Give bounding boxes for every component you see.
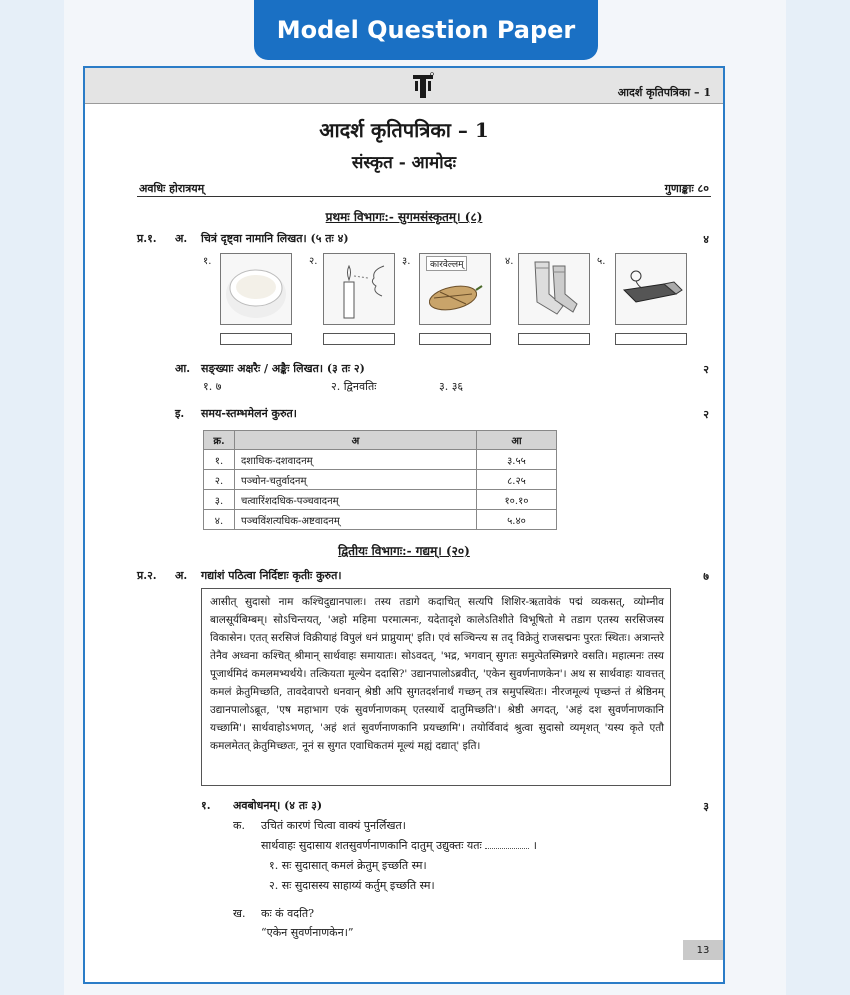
item-instruction: उचितं कारणं चित्वा वाक्यं पुनर्लिखत। — [261, 819, 406, 832]
question-marks: ३ — [703, 800, 709, 813]
table-cell: ३. — [204, 490, 235, 510]
question-marks: ७ — [703, 570, 709, 583]
question-label: इ. — [175, 407, 185, 420]
table-row — [204, 470, 557, 490]
question-label: अ. — [175, 232, 188, 245]
total-marks: गुणाङ्काः ८० — [664, 182, 709, 195]
fill-in-statement: सार्थवाहः सुदासाय शतसुवर्णनाणकानि दातुम् उद्युक्तः यतः । — [261, 839, 537, 852]
pen-drive-image — [615, 253, 687, 325]
answer-blank[interactable] — [518, 333, 590, 345]
question-label: अ. — [175, 569, 188, 582]
rice-bowl-image — [220, 253, 292, 325]
answer-blank[interactable] — [220, 333, 292, 345]
candle-image — [323, 253, 395, 325]
paper-title: आदर्श कृतिपत्रिका – 1 — [319, 118, 489, 142]
question-text: गद्यांशं पठित्वा निर्दिष्टाः कृतीः कुरुत। — [201, 569, 342, 582]
item-label: ख. — [233, 907, 246, 920]
fill-blank[interactable] — [485, 848, 529, 849]
table-row — [204, 490, 557, 510]
publisher-logo-icon — [411, 72, 435, 100]
table-cell: पञ्चोन-चतुर्वादनम् — [235, 470, 477, 490]
paper-header-bar — [85, 68, 723, 104]
column-header: अ — [235, 431, 477, 450]
question-text: समय-स्तम्भमेलनं कुरुत। — [201, 407, 297, 420]
table-cell: पञ्चविंशत्यधिक-अष्टवादनम् — [235, 510, 477, 530]
table-cell: १. — [204, 450, 235, 470]
quote-text: “एकेन सुवर्णनाणकेन।” — [261, 926, 354, 939]
section-heading-2: द्वितीयः विभागः:- गद्यम्। (२०) — [338, 544, 470, 558]
number-item: १. ७ — [203, 380, 222, 393]
sub-question-number: १. — [201, 799, 211, 812]
reading-passage: आसीत् सुदासो नाम कश्चिदुद्यानपालः। तस्य तडागे कदाचित् सत्यपि शिशिर-ऋतावेकं पद्मं व्यकसत्, व्योम्नीव बालसूर्यबिम्बम्। सोऽचिन्तयत्, 'अहो महिमा परमात्मनः, यदेतादृशे कालेऽतिशीते विभूषितो मे तडाग एतस्य सरसिजस्य विकासेन। एतत् सरसिजं विक्रीयाहं विपुलं धनं प्राप्नुयाम्' इति। एवं सञ्चिन्त्य स तद् विक्रेतुं राजसद्मनः पुरतः स्थितः। अत्रान्तरे तेनैव अध्वना कश्चित् श्रीमान् सार्थवाहः समायातः। सोऽवदत्, 'भद्र, भगवान् सुगतः समुत्पेतस्मिन्नगरे वसति। महात्मनः तस्य पूजार्थमिदं कमलमभ्यर्थये। तत्कियता मूल्येन ददासि?' उद्यानपालोऽब्रवीत्, 'एकेन सुवर्णनाणकेन'। अथ स सार्थवाहः यावत्तत् कमलं क्रेतुमिच्छति, तावदेवापरो धनवान् श्रेष्ठी अपि सुगतदर्शनार्थं गच्छन् तत्र समुपस्थितः। नीरजमूल्यं पृच्छन्तं तं श्रेष्ठिनम् उद्यानपालोऽब्रूत, 'एष महाभाग एकं सुवर्णनाणकम् एतस्यार्थे दातुमिच्छति'। श्रेष्ठी अगदत्, 'अहं दश सुवर्णनाणकानि यच्छामि'। सार्थवाहोऽभणत्, 'अहं शतं सुवर्णनाणकानि प्रयच्छामि'। तयोर्विवादं श्रुत्वा सुदासो व्यमृशत् 'यस्य कृते एतौ कमलमेतत् क्रेतुमिच्छतः, नूनं स सुगत एवाधिकतमं मूल्यं मह्यं दद्यात्' इति। — [201, 588, 671, 786]
column-header: क्र. — [204, 431, 235, 450]
option-item: १. सः सुदासात् कमलं क्रेतुम् इच्छति स्म। — [269, 859, 427, 872]
question-paper — [83, 66, 725, 984]
table-header-row — [204, 431, 557, 450]
sub-question-text: अवबोधनम्। (४ तः ३) — [233, 799, 323, 812]
picture-number: २. — [309, 256, 318, 267]
divider — [137, 196, 711, 197]
paper-subtitle: संस्कृत - आमोदः — [351, 153, 457, 173]
answer-blank[interactable] — [615, 333, 687, 345]
table-row — [204, 510, 557, 530]
table-cell: २. — [204, 470, 235, 490]
picture-number: ३. — [402, 256, 411, 267]
table-cell: ५.४० — [476, 510, 556, 530]
question-number: प्र.१. — [137, 232, 157, 245]
number-item: ३. ३६ — [439, 380, 464, 393]
picture-number: ४. — [505, 256, 514, 267]
table-cell: चत्वारिंशदधिक-पञ्चवादनम् — [235, 490, 477, 510]
match-table — [203, 430, 557, 530]
section-heading-1: प्रथमः विभागः:- सुगमसंस्कृतम्। (८) — [325, 210, 483, 224]
table-cell: ३.५५ — [476, 450, 556, 470]
picture-number: १. — [203, 256, 212, 267]
duration: अवधिः होरात्रयम् — [139, 182, 205, 195]
answer-blank[interactable] — [323, 333, 395, 345]
number-item: २. द्विनवतिः — [331, 380, 377, 393]
picture-number: ५. — [597, 256, 606, 267]
banner-title: Model Question Paper — [254, 0, 598, 60]
column-header: आ — [476, 431, 556, 450]
question-text: सङ्ख्याः अक्षरैः / अङ्कैः लिखत। (३ तः २) — [201, 362, 365, 375]
table-cell: १०.१० — [476, 490, 556, 510]
bitter-gourd-image — [419, 253, 491, 325]
question-label: आ. — [175, 362, 191, 375]
option-item: २. सः सुदासस्य साहाय्यं कर्तुम् इच्छति स्म। — [269, 879, 435, 892]
item-instruction: कः कं वदति? — [261, 907, 315, 920]
socks-image — [518, 253, 590, 325]
question-marks: २ — [703, 408, 709, 421]
question-text: चित्रं दृष्ट्वा नामानि लिखत। (५ तः ४) — [201, 232, 349, 245]
table-row — [204, 450, 557, 470]
item-label: क. — [233, 819, 245, 832]
question-number: प्र.२. — [137, 569, 157, 582]
page-number: 13 — [683, 940, 723, 960]
question-marks: ४ — [703, 233, 709, 246]
table-cell: ४. — [204, 510, 235, 530]
running-title: आदर्श कृतिपत्रिका – 1 — [617, 86, 711, 99]
image-caption: कारवेल्लम् — [426, 256, 467, 271]
table-cell: दशाधिक-दशवादनम् — [235, 450, 477, 470]
question-marks: २ — [703, 363, 709, 376]
page-margin-right — [786, 0, 850, 995]
page-margin-left — [0, 0, 64, 995]
table-cell: ८.२५ — [476, 470, 556, 490]
answer-blank[interactable] — [419, 333, 491, 345]
